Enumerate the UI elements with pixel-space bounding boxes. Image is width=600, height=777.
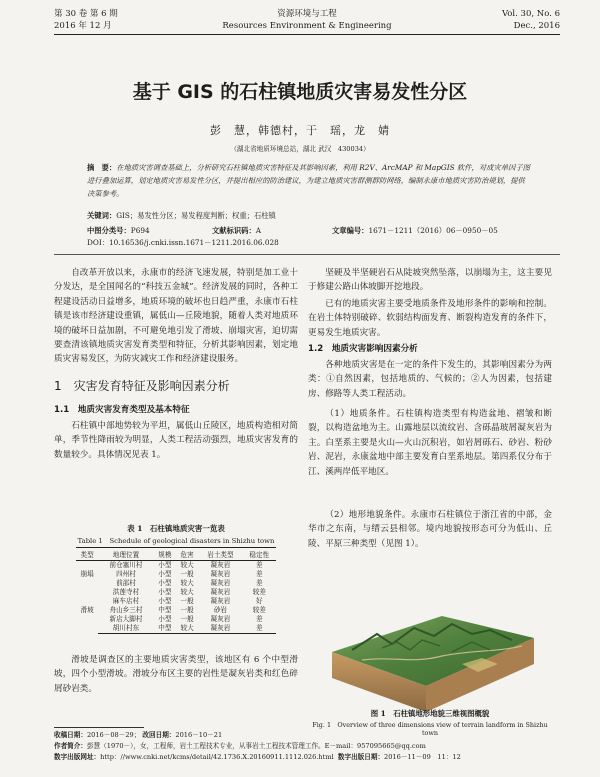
keywords-label: 关键词： [87,211,117,220]
header-divider [54,34,560,35]
figure-caption-en: Fig. 1 Overview of three dimensions view of terrain landform in Shizhu town [312,721,548,737]
table-header-cell: 规模 [154,548,176,561]
table-cell: 较差 [252,606,266,614]
table-cell: 差 [256,579,263,587]
continuation-text: 坚硬及半坚硬岩石从陡坡突然坠落，以崩塌为主，这主要见于修建公路山体坡脚开挖地段。 [308,268,552,293]
table-cell: 好 [256,597,263,605]
table-cell: 较大 [180,579,194,587]
footnote-rule [54,727,144,728]
doc-code-value: A [255,226,262,235]
table-cell: 凝灰岩 [210,588,231,596]
intro-text: 自改革开放以来，永康市的经济飞速发展，特别是加工业十分发达，是全国闻名的“科技五金城”。经济发展的同时，各种工程建设活动日益增多，地质环境的破坏也日趋严重，永康市石柱镇是该市经济建设重镇，属低山—丘陵地貌，随着人类对地质环境的破坏日益加剧，不可避免地引发了滑坡、崩塌灾害，迫切需要查清该镇地质灾害发育类型和特征，分析其影响因素，划定地质灾害易发区，为防灾减灾工作和经济建设服务。 [54,268,298,365]
issue-date: 2016 年 12 月 [54,21,112,31]
table-cell: 差 [256,615,263,623]
received-label: 收稿日期： [54,731,87,739]
table-cell: 前邵村 [116,579,136,587]
table-cell: 较大 [180,561,194,569]
journal-name-en: Resources Environment & Engineering [222,21,392,31]
table-cell: 中型 [158,606,172,614]
table-header-cell: 岩土类型 [198,548,242,561]
abstract-divider [54,254,560,255]
disaster-table [76,547,276,634]
table-header-cell: 地理位置 [98,548,154,561]
affiliation: （湖北省地质环境总站，湖北 武汉 430034） [230,145,370,153]
footnote-author [54,741,560,752]
table-cell: 较差 [252,588,266,596]
table-cell: 差 [256,561,263,569]
figure-caption-cn: 图 1 石柱镇地形地貌三维视图概貌 [370,709,490,718]
table-cell: 凝灰岩 [198,624,242,634]
table-row [76,561,276,571]
table-cell: 凝灰岩 [210,561,231,569]
date-en: Dec., 2016 [513,21,560,31]
table-type-cell: 滑坡 [80,606,94,615]
table-cell: 一般 [180,606,194,614]
right-text-4: （2）地形地貌条件。永康市石柱镇位于浙江省的中部，金华市之东南，与缙云县相邻。境内地貌按形态可分为低山、丘陵、平原三种类型（见图 1）。 [308,510,552,549]
table-cell: 中型 [154,624,176,634]
table-header-cell: 危害 [176,548,198,561]
paper-title: 基于 GIS 的石柱镇地质灾害易发性分区 [132,81,468,103]
table-row [76,579,276,588]
keywords [87,210,530,222]
clc-value: P694 [130,226,150,235]
table-row [76,570,276,579]
table-cell: 四州村 [116,570,136,578]
table-cell: 小型 [158,561,172,569]
table-cell: 小型 [158,588,172,596]
table-type-cell: 崩塌 [80,570,94,578]
section-heading-1-1: 1.1 地质灾害发育类型及基本特征 [54,405,190,415]
table-header-cell: 类型 [76,548,98,561]
author-bio-label: 作者简介： [54,742,87,750]
doc-code-label: 文献标识码： [212,226,256,235]
table-caption-cn: 表 1 石柱镇地质灾害一览表 [127,524,225,533]
revised-date: 2016－10－21 [175,731,223,739]
abstract [87,161,530,200]
pub-url-label: 数字出版网址： [54,753,101,761]
right-paragraph-3 [308,407,552,479]
table-row [76,615,276,624]
doi[interactable]: DOI：10.16536/j.cnki.issn.1671－1211.2016.06.028 [87,238,279,247]
table-cell: 凝灰岩 [210,570,231,578]
table-cell: 洪莲寺村 [112,588,140,596]
table-cell: 前仓塞川村 [109,561,143,569]
table-cell: 凝灰岩 [210,579,231,587]
table-cell: 舟山乡三村 [109,606,143,614]
after-table-paragraph [54,653,298,696]
table-body [76,561,276,634]
table-row [76,597,276,606]
right-paragraph-4 [308,508,552,551]
author-bio: 彭慧（1970－），女，工程师，岩土工程技术专业，从事岩土工程技术管理工作。E－mail：957095665@qq.com [86,742,426,750]
keywords-text: GIS；易发性分区；易发程度判断；权重；石柱镇 [116,211,276,220]
table-cell: 新店大脚村 [109,615,143,623]
right-text-3: （1）地质条件。石柱镇构造类型有构造盆地、褶皱和断裂，以构造盆地为主。山露地层以流纹岩、含砾晶玻屑凝灰岩为主。白垩系主要是火山—火山沉积岩，如岩屑砾石、砂岩、粉砂岩、泥岩，永康盆地中部主要发育白垩系地层。第四系仅分布于江、溪两岸低平地区。 [308,409,552,477]
table-cell: 小型 [158,615,172,623]
section-1-1-text: 石柱镇中部地势较为平坦，属低山丘陵区，地质构造相对简单，季节性降雨较为明显，人类工程活动强烈，地质灾害发育的数量较少。具体情况见表 1。 [54,421,298,460]
table-cell: 凝灰岩 [210,615,231,623]
article-no-value: 1671－1211（2016）06－0950－05 [368,226,498,235]
right-paragraph-1 [308,297,552,340]
table-header-row [76,548,276,561]
footnote-publication [54,752,560,763]
pub-date: 2016－11－09 11：12 [384,753,461,761]
table-cell: 麻车店村 [112,597,140,605]
table-row [76,606,276,615]
table-cell: 较大 [180,588,194,596]
table-cell: 一般 [180,570,194,578]
table-header-cell: 稳定性 [243,548,276,561]
pub-url[interactable]: http：//www.cnki.net/kcms/detail/42.1736.X.20160911.1112.026.html [100,753,334,761]
right-continuation [308,266,552,295]
revised-label: 改回日期： [142,731,176,739]
right-paragraph-2 [308,358,552,401]
article-no-label: 文章编号： [332,226,369,235]
table-row [76,624,276,634]
section-heading-1-2: 1.2 地质灾害影响因素分析 [308,344,418,354]
journal-name-cn: 资源环境与工程 [277,9,337,19]
received-date: 2016－08－29； [86,731,141,739]
table-cell: 较大 [176,624,198,634]
table-cell: 小型 [158,597,172,605]
table-cell: 胡川村东 [98,624,154,634]
volume-issue: 第 30 卷 第 6 期 [54,9,118,19]
table-cell: 砂岩 [213,606,228,614]
table-cell: 小型 [158,570,172,578]
intro-paragraph [54,266,298,367]
pub-date-label: 数字出版日期： [337,753,385,761]
after-table-text: 滑坡是调查区的主要地质灾害类型，该地区有 6 个中型滑坡，四个小型滑坡。滑坡分布区主要的岩性是凝灰岩类和红色碎屑砂岩类。 [54,655,298,694]
section-heading-1: 1 灾害发育特征及影响因素分析 [54,379,230,393]
right-text-1: 已有的地质灾害主要受地质条件及地形条件的影响和控制。在岩土体特别破碎、软弱结构面发育、断裂构造发育的条件下，更易发生地质灾害。 [308,299,552,338]
table-cell: 小型 [158,579,172,587]
abstract-label: 摘 要： [87,163,117,172]
table-row [76,588,276,597]
author-list: 彭 慧，韩德村，于 瑶，龙 婧 [210,124,390,137]
table-cell: 一般 [180,615,194,623]
clc-label: 中图分类号： [87,226,131,235]
header-center [54,8,560,32]
footnote-dates [54,730,560,741]
table-caption-en: Table 1 Schedule of geological disasters in Shizhu town [77,537,275,545]
abstract-text: 在地质灾害调查基础上，分析研究石柱镇地质灾害特征及其影响因素，利用 R2V、ArcMAP 和 MapGIS 软件，对成灾单因子图进行叠加运算，划定地质灾害易发性分区，并提出相应的防治建议，为建立地质灾害群测群防网络，编制永康市地质灾害防治规划，提供决策参考。 [87,163,530,198]
volume-en: Vol. 30, No. 6 [501,9,560,19]
table-cell: 差 [256,570,263,578]
section-1-1-paragraph [54,419,298,462]
table-cell: 一般 [180,597,194,605]
table-cell: 差 [243,624,276,634]
header-right [502,8,560,32]
table-cell: 凝灰岩 [210,597,231,605]
right-text-2: 各种地质灾害是在一定的条件下发生的，其影响因素分为两类：①自然因素，包括地质的、气候的；②人为因素，包括建房、修路等人类工程活动。 [308,360,552,399]
